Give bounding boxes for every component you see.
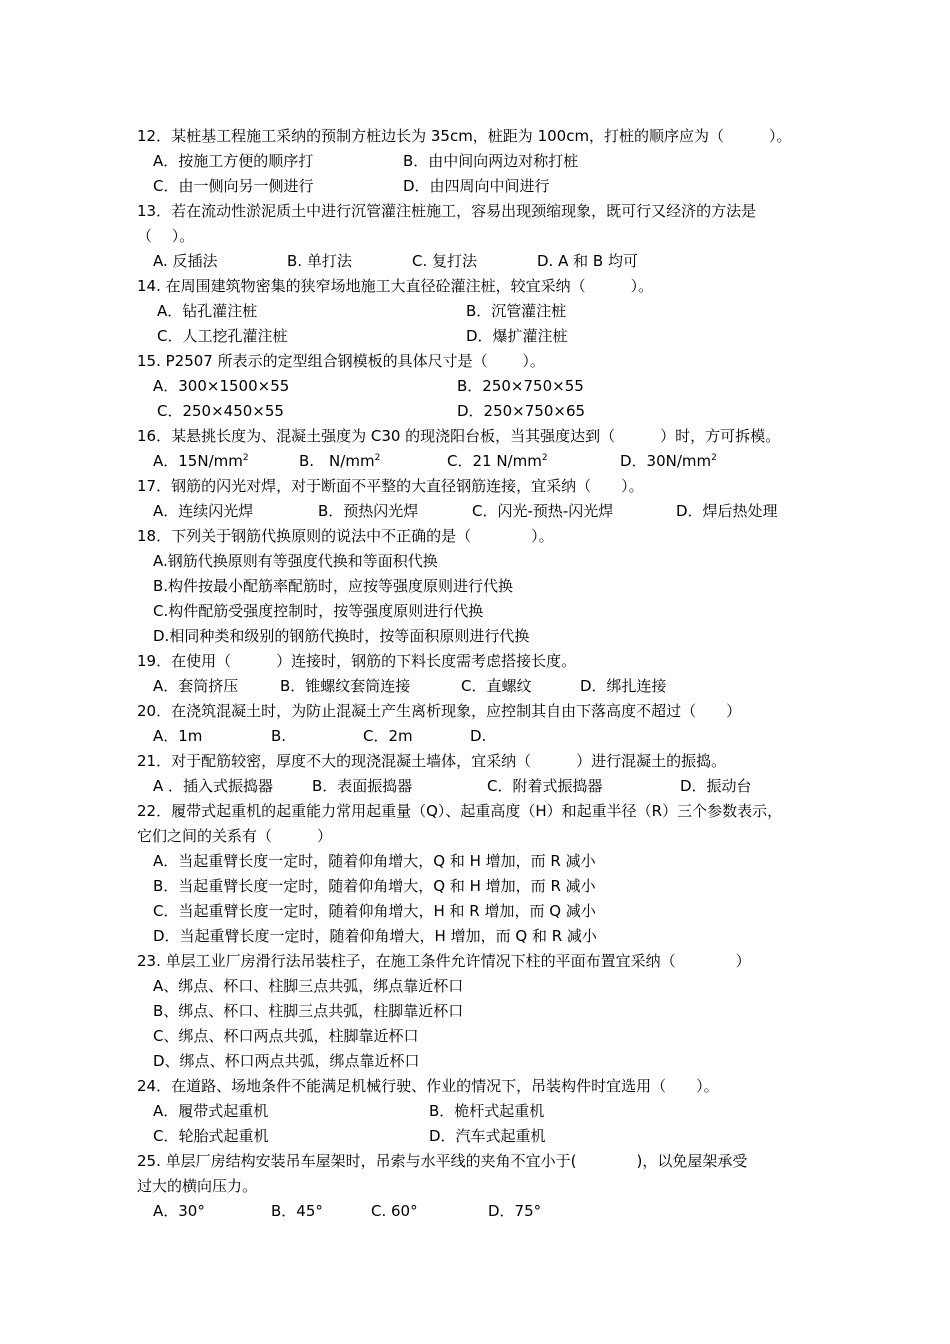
q24-option-b: B．桅杆式起重机	[429, 1102, 545, 1120]
q17-option-c: C．闪光-预热-闪光焊	[472, 502, 614, 520]
q15-option-c: C．250×450×55	[157, 402, 284, 420]
q25-option-b: B．45°	[271, 1202, 323, 1220]
q19-option-a: A．套筒挤压	[153, 677, 239, 695]
q25-option-a: A．30°	[153, 1202, 205, 1220]
question-18-stem: 18．下列关于钢筋代换原则的说法中不正确的是（ ）。	[137, 527, 554, 545]
q22-option-a: A．当起重臂长度一定时，随着仰角增大，Q 和 H 增加，而 R 减小	[153, 852, 596, 870]
q20-option-a: A．1m	[153, 727, 203, 745]
q24-option-c: C．轮胎式起重机	[153, 1127, 269, 1145]
q15-option-a: A．300×1500×55	[153, 377, 290, 395]
q24-option-d: D．汽车式起重机	[429, 1127, 546, 1145]
question-22-stem-cont: 它们之间的关系有（ ）	[137, 827, 333, 845]
question-15-stem: 15. P2507 所表示的定型组合钢模板的具体尺寸是（ ）。	[137, 352, 545, 370]
question-23-stem: 23. 单层工业厂房滑行法吊装柱子，在施工条件允许情况下柱的平面布置宜采纳（ ）	[137, 952, 751, 970]
q20-option-c: C．2m	[363, 727, 413, 745]
q20-option-d: D.	[470, 727, 487, 745]
q12-option-a: A．按施工方便的顺序打	[153, 152, 314, 170]
q17-option-b: B．预热闪光焊	[318, 502, 419, 520]
q12-option-d: D．由四周向中间进行	[403, 177, 550, 195]
superscript: 2	[242, 453, 249, 463]
q13-option-a: A. 反插法	[153, 252, 218, 270]
question-24-stem: 24．在道路、场地条件不能满足机械行驶、作业的情况下，吊装构件时宜选用（ ）。	[137, 1077, 719, 1095]
q18-option-b: B.构件按最小配筋率配筋时，应按等强度原则进行代换	[153, 577, 514, 595]
question-21-stem: 21．对于配筋较密，厚度不大的现浇混凝土墙体，宜采纳（ ）进行混凝土的振捣。	[137, 752, 727, 770]
q12-option-b: B．由中间向两边对称打桩	[403, 152, 579, 170]
q16-option-c: C．21 $N/mm^2$	[447, 452, 548, 470]
q16-option-b: B. $N/mm^2$	[299, 452, 381, 470]
question-16-stem: 16．某悬挑长度为、混凝土强度为 C30 的现浇阳台板，当其强度达到（ ）时，方可拆模。	[137, 427, 781, 445]
question-19-stem: 19．在使用（ ）连接时，钢筋的下料长度需考虑搭接长度。	[137, 652, 577, 670]
q22-option-c: C．当起重臂长度一定时，随着仰角增大，H 和 R 增加，而 Q 减小	[153, 902, 596, 920]
question-14-stem: 14. 在周围建筑物密集的狭窄场地施工大直径砼灌注桩，较宜采纳（ ）。	[137, 277, 654, 295]
q23-option-a: A、绑点、杯口、柱脚三点共弧，绑点靠近杯口	[153, 977, 464, 995]
question-13-stem-cont: （ ）。	[137, 227, 195, 245]
question-20-stem: 20．在浇筑混凝土时，为防止混凝土产生离析现象，应控制其自由下落高度不超过（ ）	[137, 702, 742, 720]
q13-option-b: B. 单打法	[287, 252, 352, 270]
q14-option-b: B．沉管灌注桩	[466, 302, 567, 320]
q22-option-d: D．当起重臂长度一定时，随着仰角增大，H 增加，而 Q 和 R 减小	[153, 927, 597, 945]
q25-option-c: C. 60°	[371, 1202, 418, 1220]
q21-option-a: A ．插入式振捣器	[153, 777, 274, 795]
question-17-stem: 17．钢筋的闪光对焊，对于断面不平整的大直径钢筋连接，宜采纳（ ）。	[137, 477, 644, 495]
q23-option-b: B、绑点、杯口、柱脚三点共弧，柱脚靠近杯口	[153, 1002, 464, 1020]
superscript: 2	[711, 453, 717, 463]
q15-option-b: B．250×750×55	[457, 377, 584, 395]
q18-option-c: C.构件配筋受强度控制时，按等强度原则进行代换	[153, 602, 484, 620]
q13-option-d: D. A 和 B 均可	[537, 252, 638, 270]
superscript: 2	[541, 453, 548, 463]
q19-option-c: C．直螺纹	[461, 677, 532, 695]
q18-option-a: A.钢筋代换原则有等强度代换和等面积代换	[153, 552, 438, 570]
q19-option-b: B．锥螺纹套筒连接	[280, 677, 411, 695]
superscript: 2	[374, 453, 381, 463]
q14-option-d: D．爆扩灌注桩	[466, 327, 568, 345]
q12-option-c: C．由一侧向另一侧进行	[153, 177, 314, 195]
q23-option-c: C、绑点、杯口两点共弧，柱脚靠近杯口	[153, 1027, 419, 1045]
question-25-stem-cont: 过大的横向压力。	[137, 1177, 258, 1195]
q13-option-c: C. 复打法	[412, 252, 478, 270]
q23-option-d: D、绑点、杯口两点共弧，绑点靠近杯口	[153, 1052, 420, 1070]
question-13-stem: 13．若在流动性淤泥质土中进行沉管灌注桩施工，容易出现颈缩现象，既可行又经济的方法是	[137, 202, 757, 220]
q25-option-d: D．75°	[488, 1202, 542, 1220]
question-22-stem: 22．履带式起重机的起重能力常用起重量（Q）、起重高度（H）和起重半径（R）三个参数表示，	[137, 802, 783, 820]
q22-option-b: B．当起重臂长度一定时，随着仰角增大，Q 和 H 增加，而 R 减小	[153, 877, 596, 895]
q15-option-d: D．250×750×65	[457, 402, 586, 420]
q18-option-d: D.相同种类和级别的钢筋代换时，按等面积原则进行代换	[153, 627, 530, 645]
q17-option-a: A．连续闪光焊	[153, 502, 254, 520]
question-25-stem: 25. 单层厂房结构安装吊车屋架时，吊索与水平线的夹角不宜小于( )，以免屋架承受	[137, 1152, 748, 1170]
q21-option-b: B．表面振捣器	[312, 777, 413, 795]
q24-option-a: A．履带式起重机	[153, 1102, 269, 1120]
q19-option-d: D．绑扎连接	[580, 677, 667, 695]
q16-option-d: D．$30N/mm^2$	[620, 452, 717, 470]
q16-option-a: A．$15N/mm^2$	[153, 452, 249, 470]
q20-option-b: B.	[271, 727, 287, 745]
q14-option-c: C．人工挖孔灌注桩	[157, 327, 288, 345]
q21-option-c: C．附着式振捣器	[487, 777, 603, 795]
q21-option-d: D．振动台	[680, 777, 752, 795]
q14-option-a: A．钻孔灌注桩	[157, 302, 258, 320]
question-12-stem: 12．某桩基工程施工采纳的预制方桩边长为 35cm，桩距为 100cm，打桩的顺序应为（ ）。	[137, 127, 792, 145]
q17-option-d: D．焊后热处理	[676, 502, 778, 520]
